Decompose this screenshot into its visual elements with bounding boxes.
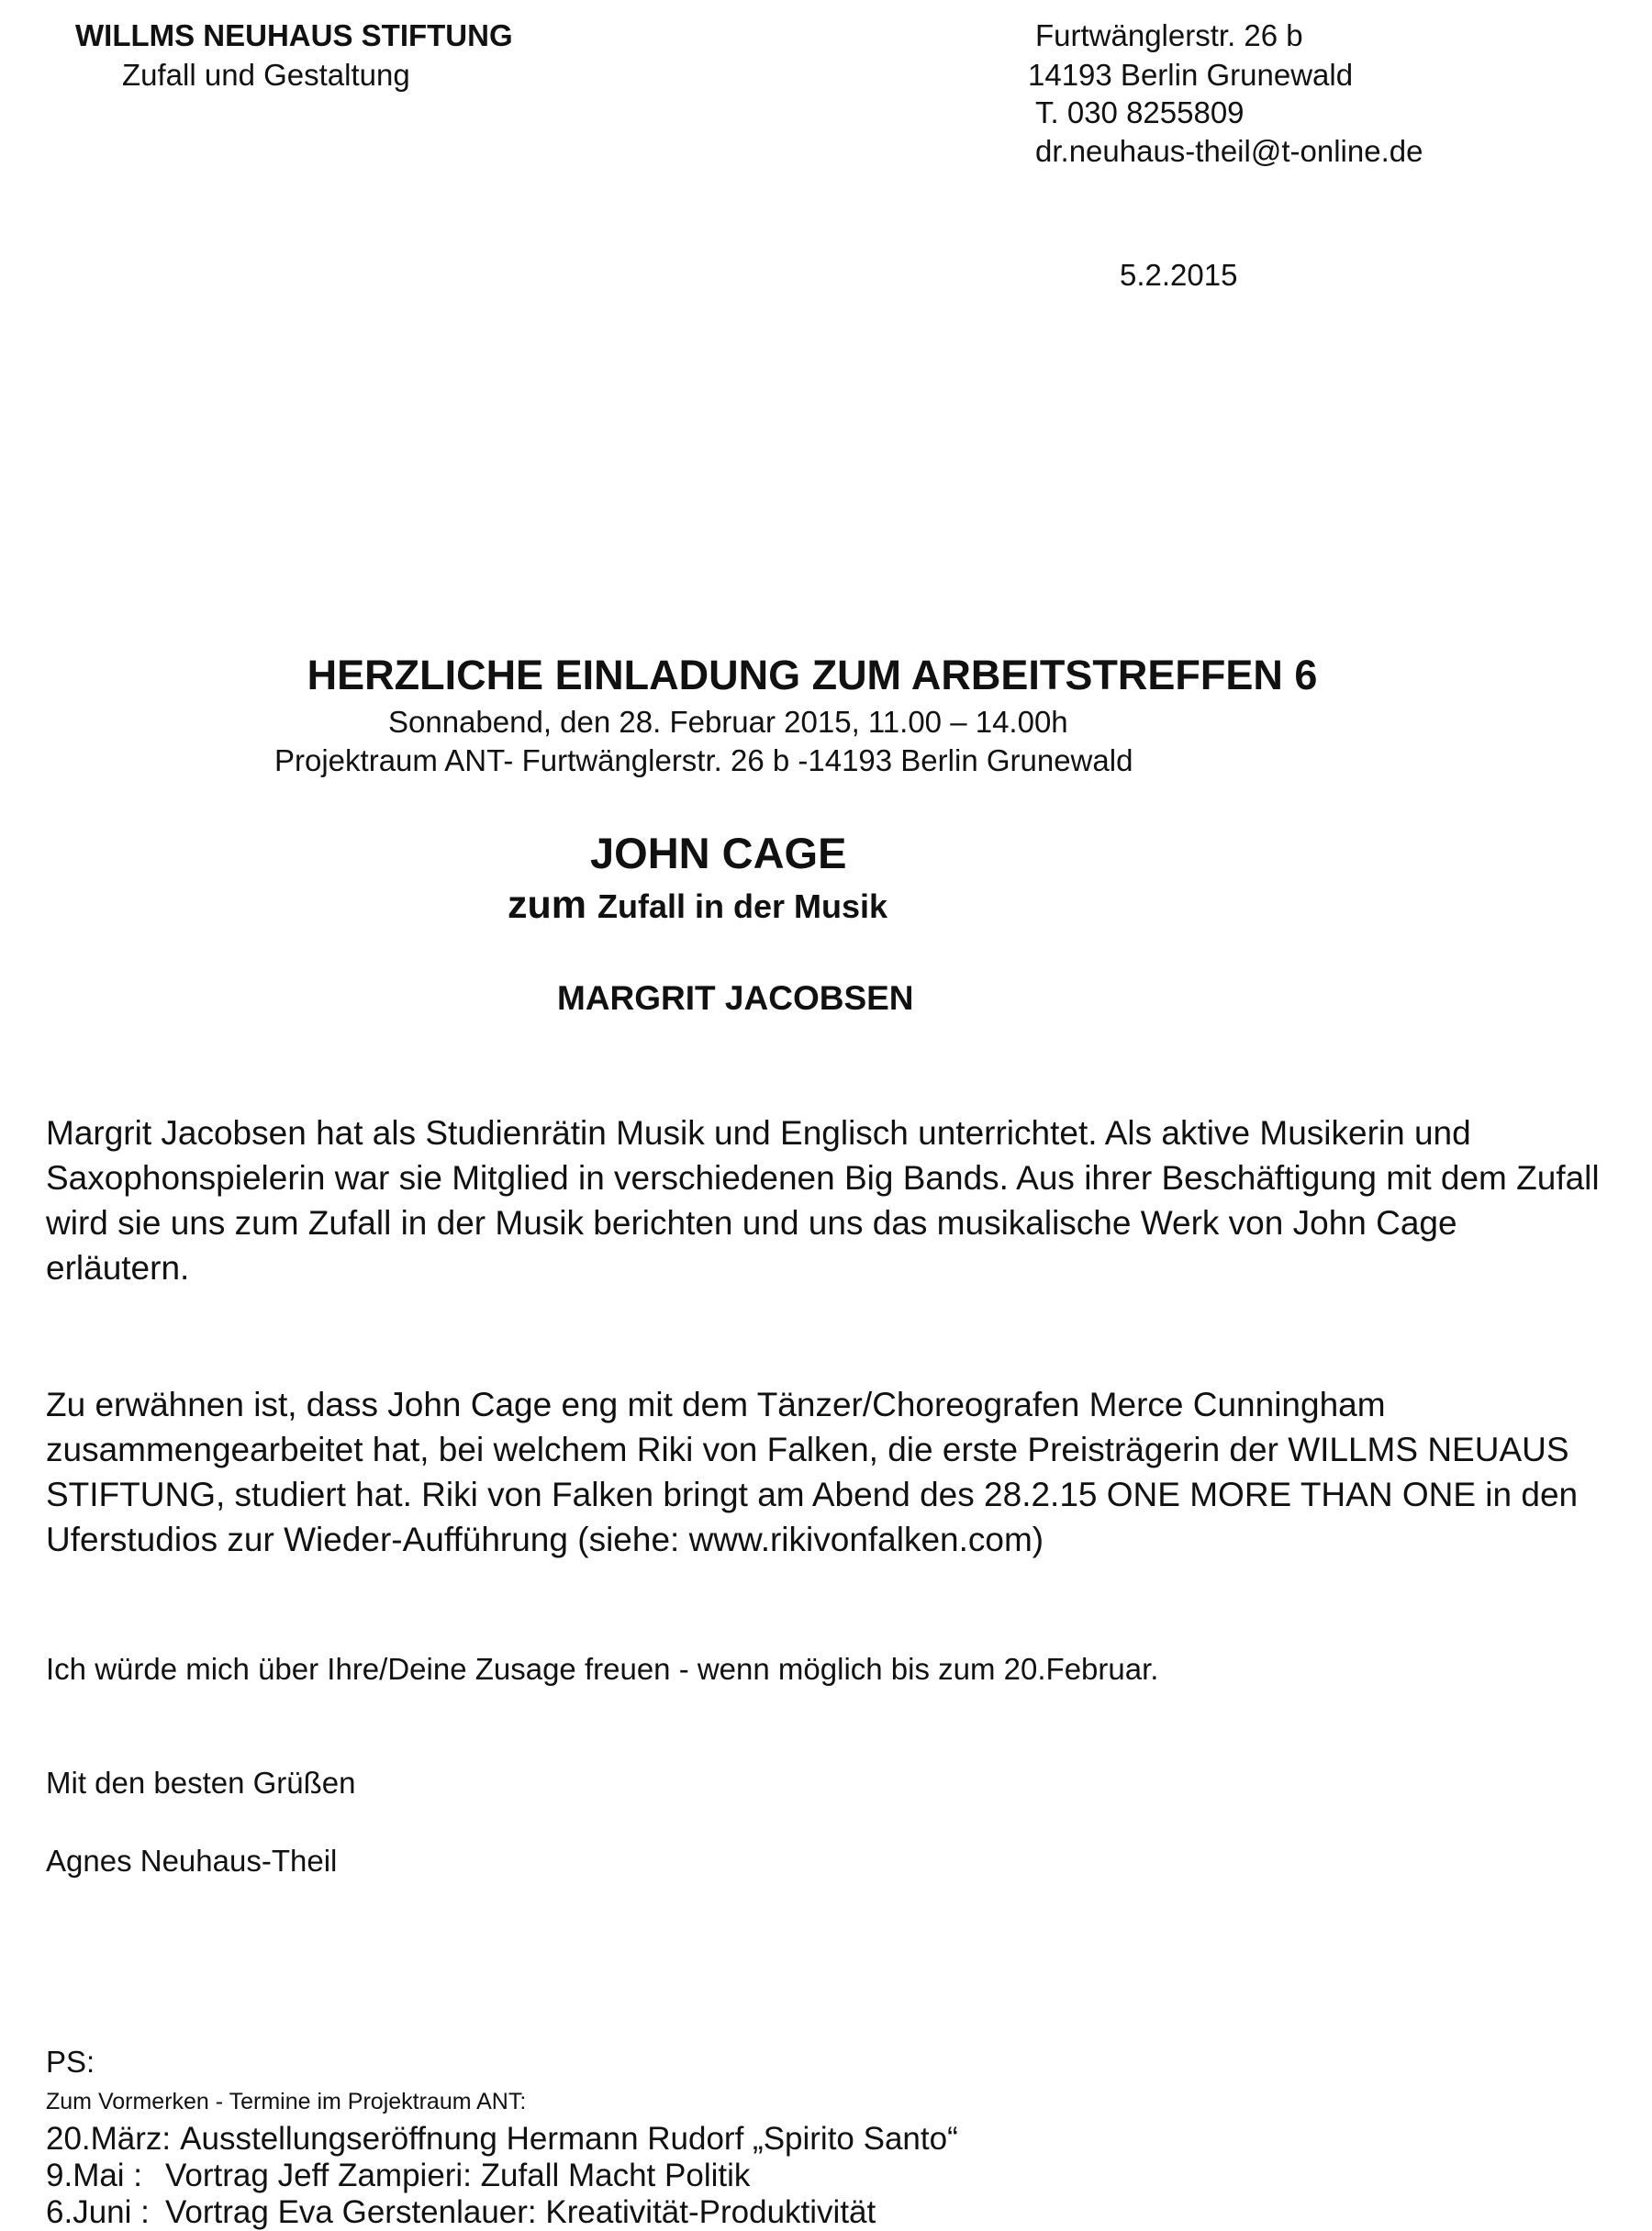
ps-note: Zum Vormerken - Termine im Projektraum ANT: xyxy=(46,2089,527,2114)
organization-tagline: Zufall und Gestaltung xyxy=(122,58,410,92)
address-street: Furtwänglerstr. 26 b xyxy=(1035,18,1303,52)
organization-name: WILLMS NEUHAUS STIFTUNG xyxy=(75,18,513,52)
body-paragraph-1: Margrit Jacobsen hat als Studienrätin Musik und Englisch unterrichtet. Als aktive Musikerin und Saxophonspielerin war sie Mitglied in verschiedenen Big Bands. Aus ihrer Beschäftigung mit dem Zufall wird sie uns zum Zufall in der Musik berichten und uns das musikalische Werk von John Cage erläutern. xyxy=(46,1114,1600,1287)
invitation-title: HERZLICHE EINLADUNG ZUM ARBEITSTREFFEN 6 xyxy=(307,652,1318,698)
rsvp-line: Ich würde mich über Ihre/Deine Zusage freuen - wenn möglich bis zum 20.Februar. xyxy=(46,1652,1159,1686)
ps-list-item xyxy=(46,2121,958,2158)
body-paragraph-2: Zu erwähnen ist, dass John Cage eng mit dem Tänzer/Choreografen Merce Cunningham zusammengearbeitet hat, bei welchem Riki von Falken, die erste Preisträgerin der WILLMS NEUAUS STIFTUNG, studiert hat. Riki von Falken bringt am Abend des 28.2.15 ONE MORE THAN ONE in den Uferstudios zur Wieder-Aufführung (siehe: www.rikivonfalken.com) xyxy=(46,1386,1579,1558)
address-phone: T. 030 8255809 xyxy=(1035,95,1245,129)
ps-item-date: 20.März: xyxy=(46,2121,172,2157)
address-city: 14193 Berlin Grunewald xyxy=(1028,58,1354,92)
ps-item-text: Vortrag Eva Gerstenlauer: Kreativität-Produktivität xyxy=(165,2194,876,2230)
ps-list-item xyxy=(46,2194,876,2231)
letter-date: 5.2.2015 xyxy=(1120,258,1238,292)
ps-item-text: Vortrag Jeff Zampieri: Zufall Macht Politik xyxy=(165,2158,751,2193)
ps-item-date: 6.Juni : xyxy=(46,2194,150,2230)
event-location: Projektraum ANT- Furtwänglerstr. 26 b -14193 Berlin Grunewald xyxy=(274,743,1133,777)
ps-item-text: Ausstellungseröffnung Hermann Rudorf „Spirito Santo“ xyxy=(180,2121,958,2157)
event-topic xyxy=(508,883,887,928)
event-datetime: Sonnabend, den 28. Februar 2015, 11.00 – 14.00h xyxy=(388,705,1068,739)
event-speaker: MARGRIT JACOBSEN xyxy=(557,979,914,1017)
ps-item-date: 9.Mai : xyxy=(46,2158,143,2193)
closing-greeting: Mit den besten Grüßen xyxy=(46,1766,356,1800)
address-email: dr.neuhaus-theil@t-online.de xyxy=(1035,134,1423,168)
signature-name: Agnes Neuhaus-Theil xyxy=(46,1844,338,1878)
event-topic-text: Zufall in der Musik xyxy=(597,887,888,925)
ps-label: PS: xyxy=(46,2045,95,2079)
event-subject: JOHN CAGE xyxy=(590,829,847,877)
ps-list-item xyxy=(46,2158,750,2194)
event-topic-prefix: zum xyxy=(508,883,586,927)
